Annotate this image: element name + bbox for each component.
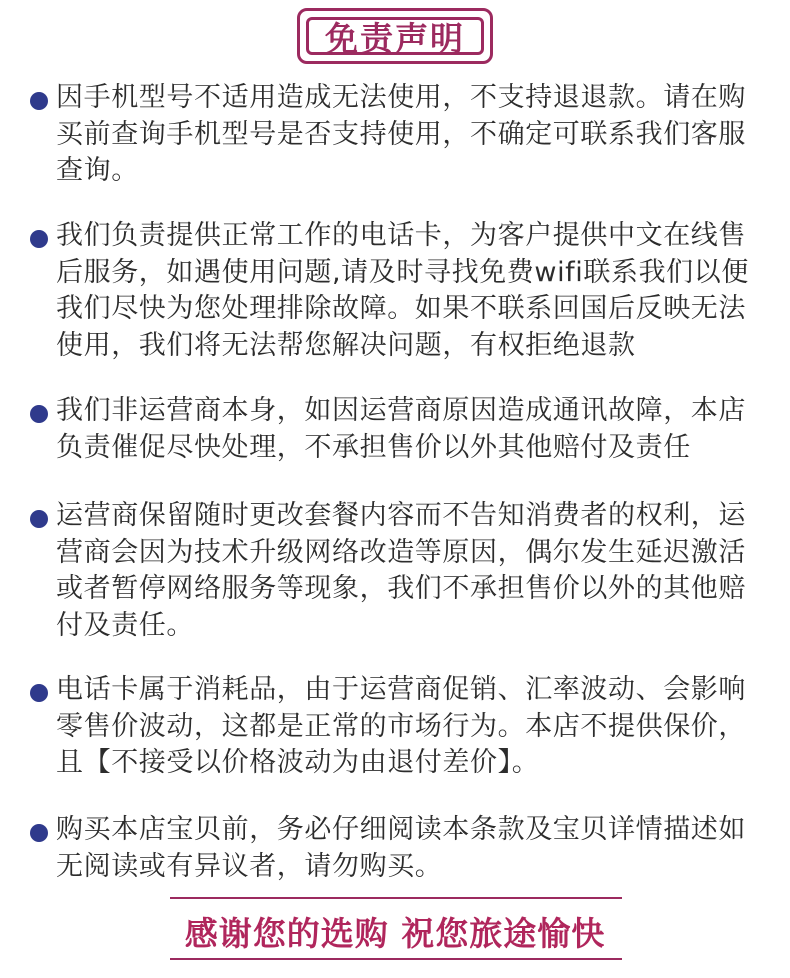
disclaimer-item	[30, 218, 770, 364]
page-title: 免责声明	[325, 18, 465, 58]
disclaimer-item	[30, 672, 770, 782]
bullet-dot-icon	[30, 510, 48, 528]
title-banner	[0, 8, 790, 64]
disclaimer-item	[30, 80, 770, 190]
disclaimer-item	[30, 498, 770, 644]
disclaimer-text: 购买本店宝贝前，务必仔细阅读本条款及宝贝详情描述如无阅读或有异议者，请勿购买。	[56, 814, 746, 882]
footer-divider-top	[170, 897, 622, 899]
disclaimer-text: 我们负责提供正常工作的电话卡，为客户提供中文在线售后服务，如遇使用问题,请及时寻找免费wifi联系我们以便我们尽快为您处理排除故障。如果不联系回国后反映无法使用，我们将无法帮您解决问题，有权拒绝退款	[56, 220, 749, 361]
bullet-dot-icon	[30, 405, 48, 423]
disclaimer-text: 因手机型号不适用造成无法使用，不支持退退款。请在购买前查询手机型号是否支持使用，不确定可联系我们客服查询。	[56, 82, 746, 186]
disclaimer-item	[30, 393, 770, 466]
title-frame	[297, 8, 493, 64]
disclaimer-text: 我们非运营商本身，如因运营商原因造成通讯故障，本店负责催促尽快处理，不承担售价以外其他赔付及责任	[56, 395, 746, 463]
disclaimer-text: 电话卡属于消耗品，由于运营商促销、汇率波动、会影响零售价波动，这都是正常的市场行为。本店不提供保价，且【不接受以价格波动为由退付差价】。	[56, 674, 746, 778]
disclaimer-item	[30, 812, 770, 885]
bullet-dot-icon	[30, 230, 48, 248]
footer-message: 感谢您的选购 祝您旅途愉快	[184, 914, 606, 953]
bullet-dot-icon	[30, 824, 48, 842]
disclaimer-text: 运营商保留随时更改套餐内容而不告知消费者的权利，运营商会因为技术升级网络改造等原因，偶尔发生延迟激活或者暂停网络服务等现象，我们不承担售价以外的其他赔付及责任。	[56, 500, 746, 641]
footer-divider-bottom	[170, 958, 622, 960]
bullet-dot-icon	[30, 684, 48, 702]
bullet-dot-icon	[30, 92, 48, 110]
